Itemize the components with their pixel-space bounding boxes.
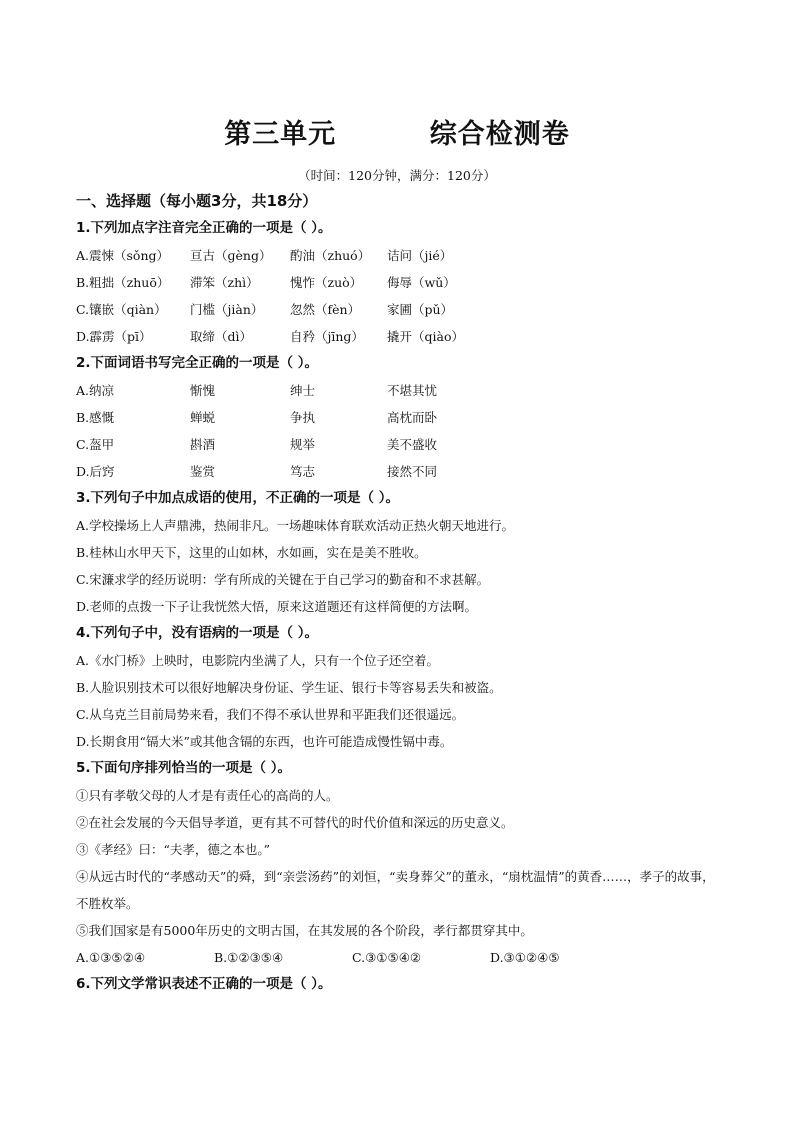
option-cell: 滞笨（zhì） <box>190 275 259 290</box>
question-4-stem: 4.下列句子中，没有语病的一项是（ ）。 <box>76 625 318 641</box>
option-cell: 接然不同 <box>387 464 438 479</box>
option-cell: 不堪其忧 <box>387 383 438 398</box>
question-5-sentence-3: ③《孝经》曰：“夫孝，德之本也。” <box>76 842 271 857</box>
question-1-option-c <box>76 296 716 323</box>
option-cell: 惭愧 <box>190 383 216 398</box>
question-2-option-a <box>76 377 716 404</box>
option-cell: C.盔甲 <box>76 437 115 452</box>
option-cell: 笃志 <box>290 464 316 479</box>
question-4-option-c: C.从乌克兰目前局势来看，我们不得不承认世界和平距我们还很遥远。 <box>76 707 465 722</box>
question-2-stem: 2.下面词语书写完全正确的一项是（ ）。 <box>76 355 318 371</box>
option-cell: 鉴赏 <box>190 464 216 479</box>
option-cell: A.纳凉 <box>76 383 115 398</box>
option-cell: 高枕而卧 <box>387 410 438 425</box>
option-cell: 规举 <box>290 437 316 452</box>
option-cell: 门槛（jiàn） <box>190 302 264 317</box>
page-title: 第三单元 综合检测卷 <box>224 119 570 150</box>
question-3-option-b: B.桂林山水甲天下，这里的山如林，水如画，实在是美不胜收。 <box>76 545 427 560</box>
option-d: D.③①②④⑤ <box>490 950 560 965</box>
question-1-option-b <box>76 269 716 296</box>
option-cell: 酌油（zhuó） <box>290 248 371 263</box>
question-4-option-b: B.人脸识别技术可以很好地解决身份证、学生证、银行卡等容易丢失和被盗。 <box>76 680 502 695</box>
option-cell: 亘古（ɡèng） <box>190 248 272 263</box>
section-heading: 一、选择题（每小题3分，共18分） <box>76 192 318 210</box>
question-5-stem: 5.下面句序排列恰当的一项是（ ）。 <box>76 760 291 776</box>
question-4-option-a: A.《水门桥》上映时，电影院内坐满了人，只有一个位子还空着。 <box>76 653 440 668</box>
exam-info: （时间：120分钟，满分：120分） <box>298 168 496 183</box>
option-cell: C.镶嵌（qiàn） <box>76 302 167 317</box>
question-3-option-c: C.宋濂求学的经历说明：学有所成的关键在于自己学习的勤奋和不求甚解。 <box>76 572 490 587</box>
option-cell: D.霹雳（pī） <box>76 329 152 344</box>
option-cell: 撬开（qiào） <box>387 329 464 344</box>
option-cell: 绅士 <box>290 383 316 398</box>
question-2-option-d <box>76 458 716 485</box>
question-6-stem: 6.下列文学常识表述不正确的一项是（ ）。 <box>76 976 332 992</box>
question-1-option-a <box>76 242 716 269</box>
option-cell: 诘问（jié） <box>387 248 453 263</box>
option-cell: 自矜（jīnɡ） <box>290 329 364 344</box>
question-3-option-d: D.老师的点拨一下子让我恍然大悟，原来这道题还有这样简便的方法啊。 <box>76 599 478 614</box>
question-5-sentence-4: ④从远古时代的“孝感动天”的舜，到“亲尝汤药”的刘恒，“卖身葬父”的董永，“扇枕温情”的黄香……，孝子的故事，不胜枚举。 <box>76 869 715 911</box>
question-5-sentence-2: ②在社会发展的今天倡导孝道，更有其不可替代的时代价值和深远的历史意义。 <box>76 815 514 830</box>
question-5-sentence-5: ⑤我们国家是有5000年历史的文明古国，在其发展的各个阶段，孝行都贯穿其中。 <box>76 923 533 938</box>
question-1-stem: 1.下列加点字注音完全正确的一项是（ ）。 <box>76 220 332 236</box>
question-3-option-a: A.学校操场上人声鼎沸，热闹非凡。一场趣味体育联欢活动正热火朝天地进行。 <box>76 518 515 533</box>
option-cell: 取缔（dì） <box>190 329 252 344</box>
question-2-option-c <box>76 431 716 458</box>
question-4-option-d: D.长期食用“镉大米”或其他含镉的东西，也许可能造成慢性镉中毒。 <box>76 734 453 749</box>
question-5-options <box>76 944 716 971</box>
question-2-option-b <box>76 404 716 431</box>
option-cell: 美不盛收 <box>387 437 438 452</box>
option-cell: B.粗拙（zhuō） <box>76 275 170 290</box>
option-cell: 家圃（pǔ） <box>387 302 454 317</box>
option-cell: B.感慨 <box>76 410 115 425</box>
question-3-stem: 3.下列句子中加点成语的使用，不正确的一项是（ ）。 <box>76 490 399 506</box>
option-a: A.①③⑤②④ <box>76 950 146 965</box>
option-cell: 争执 <box>290 410 316 425</box>
option-cell: A.震悚（sǒng） <box>76 248 169 263</box>
option-cell: 蝉蜕 <box>190 410 216 425</box>
exam-content <box>76 188 716 998</box>
option-cell: 愧怍（zuò） <box>290 275 363 290</box>
option-cell: D.后窍 <box>76 464 115 479</box>
question-5-sentence-1: ①只有孝敬父母的人才是有责任心的高尚的人。 <box>76 788 339 803</box>
option-cell: 忽然（fèn） <box>290 302 361 317</box>
option-cell: 斟酒 <box>190 437 216 452</box>
question-1-option-d <box>76 323 716 350</box>
option-cell: 侮辱（wǔ） <box>387 275 456 290</box>
option-c: C.③①⑤④② <box>352 950 422 965</box>
option-b: B.①②③⑤④ <box>214 950 284 965</box>
